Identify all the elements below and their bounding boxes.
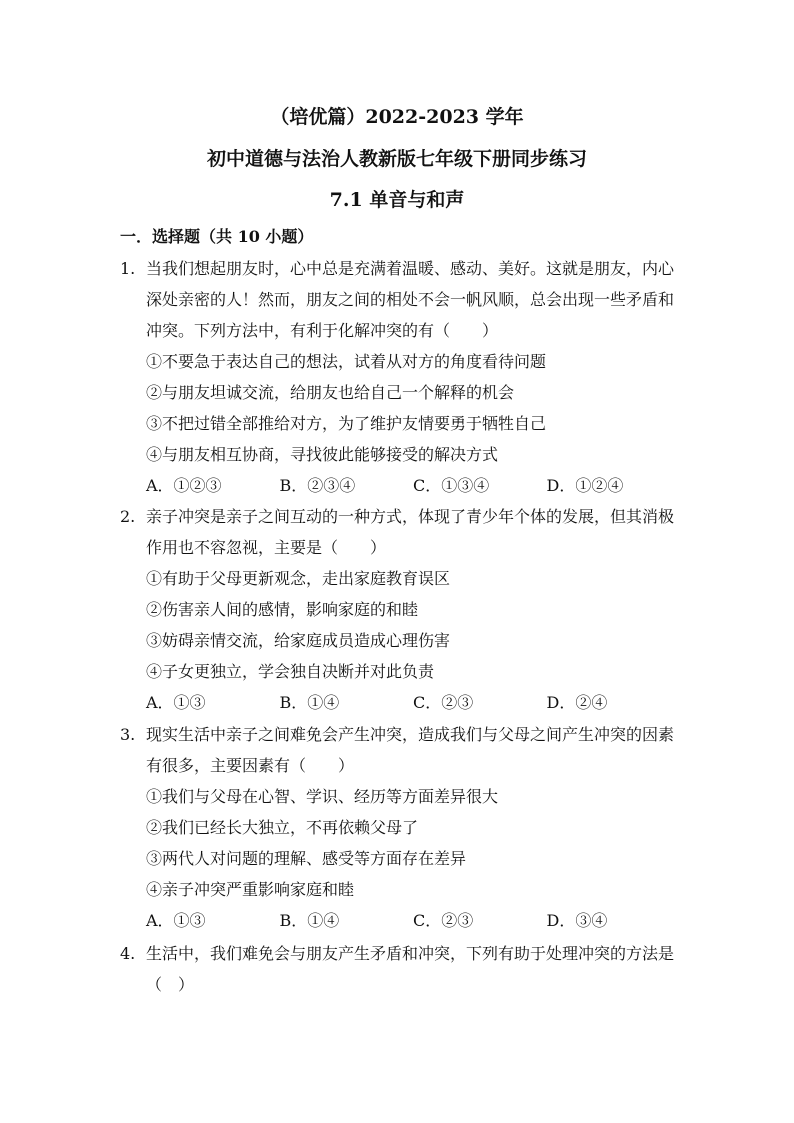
question-number: 4. [120,944,136,963]
statement-item: ①有助于父母更新观念，走出家庭教育误区 [146,569,451,588]
statement-item: ③两代人对问题的理解、感受等方面存在差异 [146,849,467,868]
statement-item: ④与朋友相互协商，寻找彼此能够接受的解决方式 [146,445,499,464]
option-b: B．②③④ [279,476,356,495]
question-stem: 当我们想起朋友时，心中总是充满着温暖、感动、美好。这就是朋友，内心深处亲密的人！然而，朋友之间的相处不会一帆风顺，总会出现一些矛盾和冲突。下列方法中，有利于化解冲突的有（ ） [146,259,675,340]
question-number: 2. [120,507,136,526]
statement-item: ②伤害亲人间的感情，影响家庭的和睦 [146,600,419,619]
question-3 [120,719,680,936]
statement-item: ④子女更独立，学会独自决断并对此负责 [146,662,435,681]
statement-item: ③妨碍亲情交流，给家庭成员造成心理伤害 [146,631,451,650]
answer-options [120,687,680,718]
option-b: B．①④ [279,693,340,712]
question-stem: 生活中，我们难免会与朋友产生矛盾和冲突，下列有助于处理冲突的方法是（ ） [146,944,675,994]
statement-item: ①不要急于表达自己的想法，试着从对方的角度看待问题 [146,352,547,371]
statement-item: ④亲子冲突严重影响家庭和睦 [146,880,355,899]
question-number: 1. [120,259,136,278]
option-c: C．①③④ [413,476,490,495]
option-a: A．①②③ [146,476,222,495]
document-title-line3: 7.1 单音与和声 [329,189,465,211]
statement-item: ③不把过错全部推给对方，为了维护友情要勇于牺牲自己 [146,414,547,433]
option-c: C．②③ [413,911,474,930]
document-title-line1: （培优篇）2022-2023 学年 [270,106,524,128]
answer-options [120,470,680,501]
question-2 [120,501,680,718]
statement-item: ①我们与父母在心智、学识、经历等方面差异很大 [146,787,499,806]
document-title-line2: 初中道德与法治人教新版七年级下册同步练习 [206,148,587,170]
option-a: A．①③ [146,911,206,930]
question-stem: 现实生活中亲子之间难免会产生冲突，造成我们与父母之间产生冲突的因素有很多，主要因素有（ ） [146,725,675,775]
question-4 [120,938,680,1000]
option-c: C．②③ [413,693,474,712]
question-number: 3. [120,725,136,744]
option-d: D．①②④ [546,476,624,495]
option-d: D．②④ [546,693,608,712]
question-1 [120,253,680,501]
option-a: A．①③ [146,693,206,712]
statement-item: ②我们已经长大独立，不再依赖父母了 [146,818,419,837]
section-heading: 一．选择题（共 10 小题） [120,227,314,246]
statement-item: ②与朋友坦诚交流，给朋友也给自己一个解释的机会 [146,383,515,402]
question-stem: 亲子冲突是亲子之间互动的一种方式，体现了青少年个体的发展，但其消极作用也不容忽视，主要是（ ） [146,507,675,557]
option-b: B．①④ [279,911,340,930]
answer-options [120,905,680,936]
option-d: D．③④ [546,911,608,930]
